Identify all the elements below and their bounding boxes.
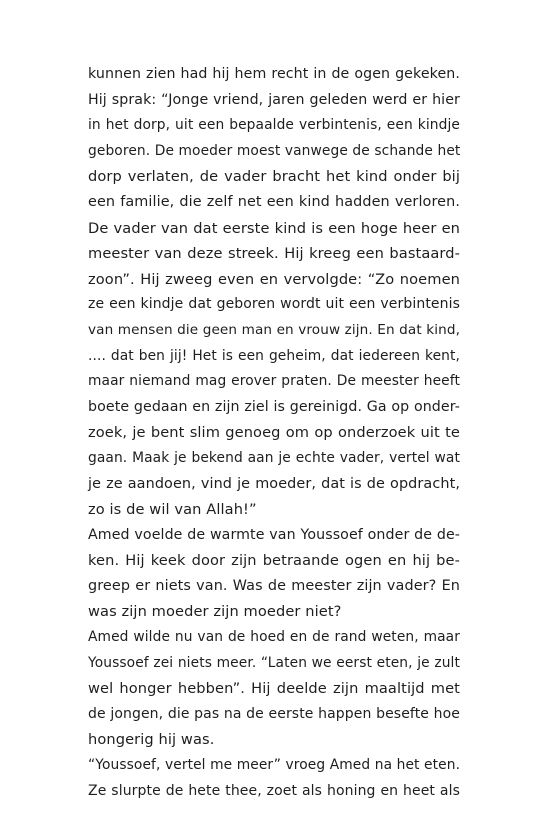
text-line: kunnen zien had hij hem recht in de ogen gekeken.: [88, 66, 460, 82]
text-line: .... dat ben jij! Het is een geheim, dat iedereen kent,: [88, 347, 460, 364]
text-line: hongerig hij was.: [88, 731, 215, 749]
text-line: gaan. Maak je bekend aan je echte vader, vertel wat: [88, 449, 460, 466]
text-line: meester van deze streek. Hij kreeg een bastaard-: [88, 245, 460, 263]
text-line: van mensen die geen man en vrouw zijn. En dat kind,: [88, 321, 460, 338]
text-line: in het dorp, uit een bepaalde verbintenis, een kindje: [88, 117, 460, 134]
text-line: zoon”. Hij zweeg even en vervolgde: “Zo noemen: [88, 270, 460, 288]
text-line: wel honger hebben”. Hij deelde zijn maaltijd met: [88, 680, 460, 698]
text-line: Ze slurpte de hete thee, zoet als honing en heet als: [88, 782, 460, 799]
text-line: dorp verlaten, de vader bracht het kind onder bij: [88, 168, 460, 186]
text-line: “Youssoef, vertel me meer” vroeg Amed na het eten.: [88, 757, 461, 774]
text-line: maar niemand mag erover praten. De meester heeft: [88, 373, 460, 390]
text-line: greep er niets van. Was de meester zijn vader? En: [88, 577, 460, 594]
text-line: Amed wilde nu van de hoed en de rand weten, maar: [88, 629, 460, 646]
text-line: Youssoef zei niets meer. “Laten we eerst eten, je zult: [88, 654, 460, 671]
page-body-text: [88, 62, 460, 804]
text-line: Hij sprak: “Jonge vriend, jaren geleden werd er hier: [88, 91, 460, 108]
text-line: ken. Hij keek door zijn betraande ogen en hij be-: [88, 552, 460, 570]
text-line: ze een kindje dat geboren wordt uit een verbintenis: [88, 296, 460, 313]
text-line: geboren. De moeder moest vanwege de schande het: [88, 142, 461, 159]
text-line: was zijn moeder zijn moeder niet?: [88, 603, 342, 621]
text-line: je ze aandoen, vind je moeder, dat is de opdracht,: [88, 475, 460, 492]
text-line: De vader van dat eerste kind is een hoge heer en: [88, 219, 460, 237]
text-line: zo is de wil van Allah!”: [88, 501, 257, 519]
text-line: Amed voelde de warmte van Youssoef onder de de-: [88, 526, 460, 543]
text-line: de jongen, die pas na de eerste happen besefte hoe: [88, 705, 460, 722]
text-line: zoek, je bent slim genoeg om op onderzoek uit te: [88, 424, 460, 442]
text-line: boete gedaan en zijn ziel is gereinigd. Ga op onder-: [88, 398, 460, 415]
text-line: een familie, die zelf net een kind hadden verloren.: [88, 193, 460, 210]
